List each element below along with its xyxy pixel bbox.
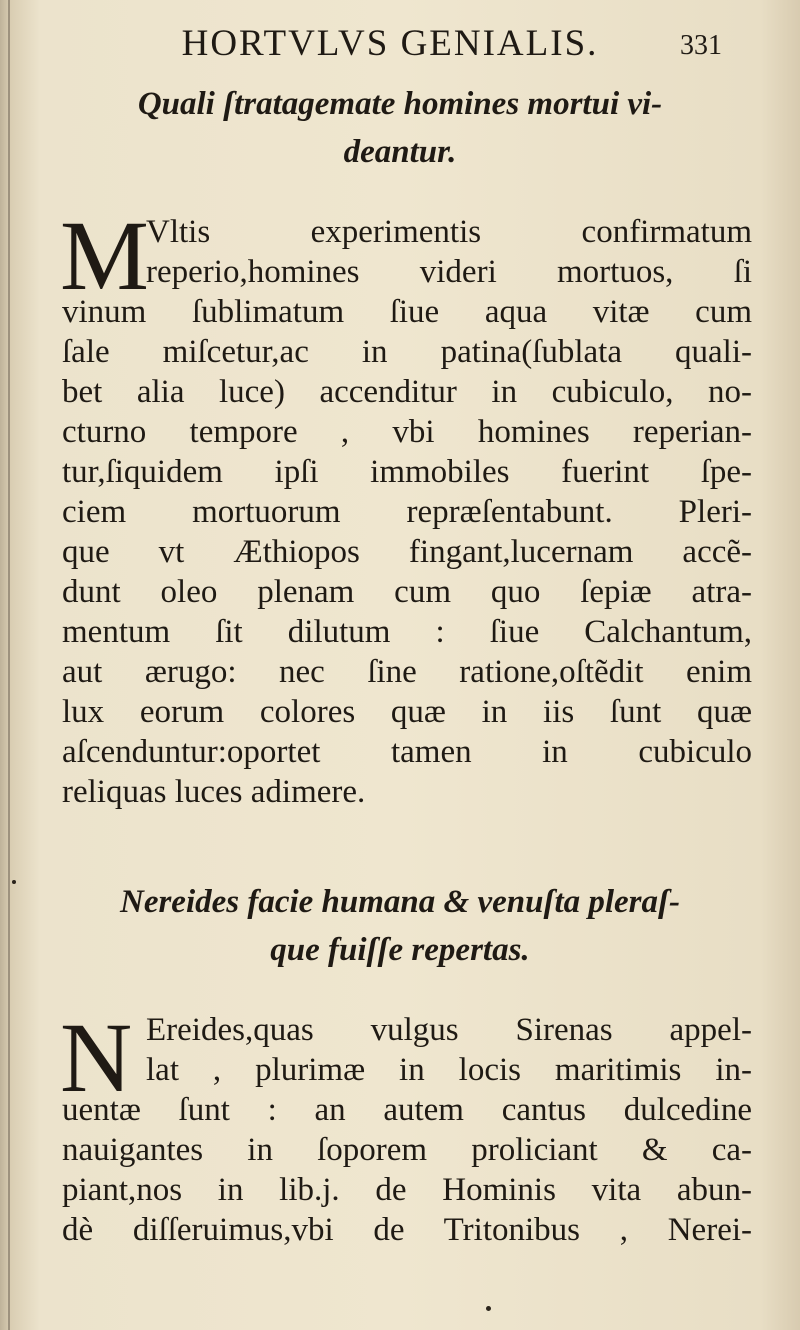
- heading-line: Quali ſtratagemate homines mortui vi-: [137, 86, 663, 122]
- section-heading-1: [40, 80, 760, 176]
- text-line: que vt Æthiopos fingant,lucernam accẽ-: [62, 534, 752, 570]
- drop-initial-m: M: [60, 200, 149, 311]
- text-line: ciem mortuorum repræſentabunt. Pleri-: [62, 494, 752, 530]
- heading-line: que fuiſſe repertas.: [270, 932, 530, 968]
- text-line: lat , plurimæ in locis maritimis in-: [146, 1052, 752, 1088]
- page-edge-shadow: [8, 0, 10, 1330]
- ink-speck: [12, 880, 16, 884]
- text-line: vinum ſublimatum ſiue aqua vitæ cum: [62, 294, 752, 330]
- text-line: Vltis experimentis confirmatum: [146, 214, 752, 250]
- text-line: dè diſſeruimus,vbi de Tritonibus , Nerei-: [62, 1212, 752, 1248]
- heading-line: deantur.: [343, 134, 457, 170]
- section-heading-2: [40, 878, 760, 974]
- text-line: nauigantes in ſoporem proliciant & ca-: [62, 1132, 752, 1168]
- text-line: reperio,homines videri mortuos, ſi: [146, 254, 752, 290]
- text-line: reliquas luces adimere.: [62, 774, 366, 810]
- heading-line: Nereides facie humana & venuſta pleraſ-: [119, 884, 681, 920]
- section-1-text: [62, 212, 752, 812]
- ink-speck: [486, 1306, 491, 1311]
- text-line: Ereides,quas vulgus Sirenas appel-: [146, 1012, 752, 1048]
- text-line: bet alia luce) accenditur in cubiculo, no-: [62, 374, 752, 410]
- text-line: piant,nos in lib.j. de Hominis vita abun-: [62, 1172, 752, 1208]
- text-line: cturno tempore , vbi homines reperian-: [62, 414, 752, 450]
- text-line: aſcenduntur:oportet tamen in cubiculo: [62, 734, 752, 770]
- text-line: lux eorum colores quæ in iis ſunt quæ: [62, 694, 752, 730]
- running-head: HORTVLVS GENIALIS.: [181, 23, 599, 64]
- section-2-text: [60, 1002, 752, 1250]
- text-line: mentum ſit dilutum : ſiue Calchantum,: [62, 614, 752, 650]
- text-line: uentæ ſunt : an autem cantus dulcedine: [62, 1092, 752, 1128]
- page-number: 331: [680, 30, 722, 61]
- text-line: ſale miſcetur,ac in patina(ſublata quali-: [62, 334, 752, 370]
- drop-initial-n: N: [60, 1002, 133, 1113]
- text-line: aut ærugo: nec ſine ratione,oſtẽdit enim: [62, 654, 752, 690]
- text-line: dunt oleo plenam cum quo ſepiæ atra-: [62, 574, 752, 610]
- text-line: tur,ſiquidem ipſi immobiles fuerint ſpe-: [62, 454, 752, 490]
